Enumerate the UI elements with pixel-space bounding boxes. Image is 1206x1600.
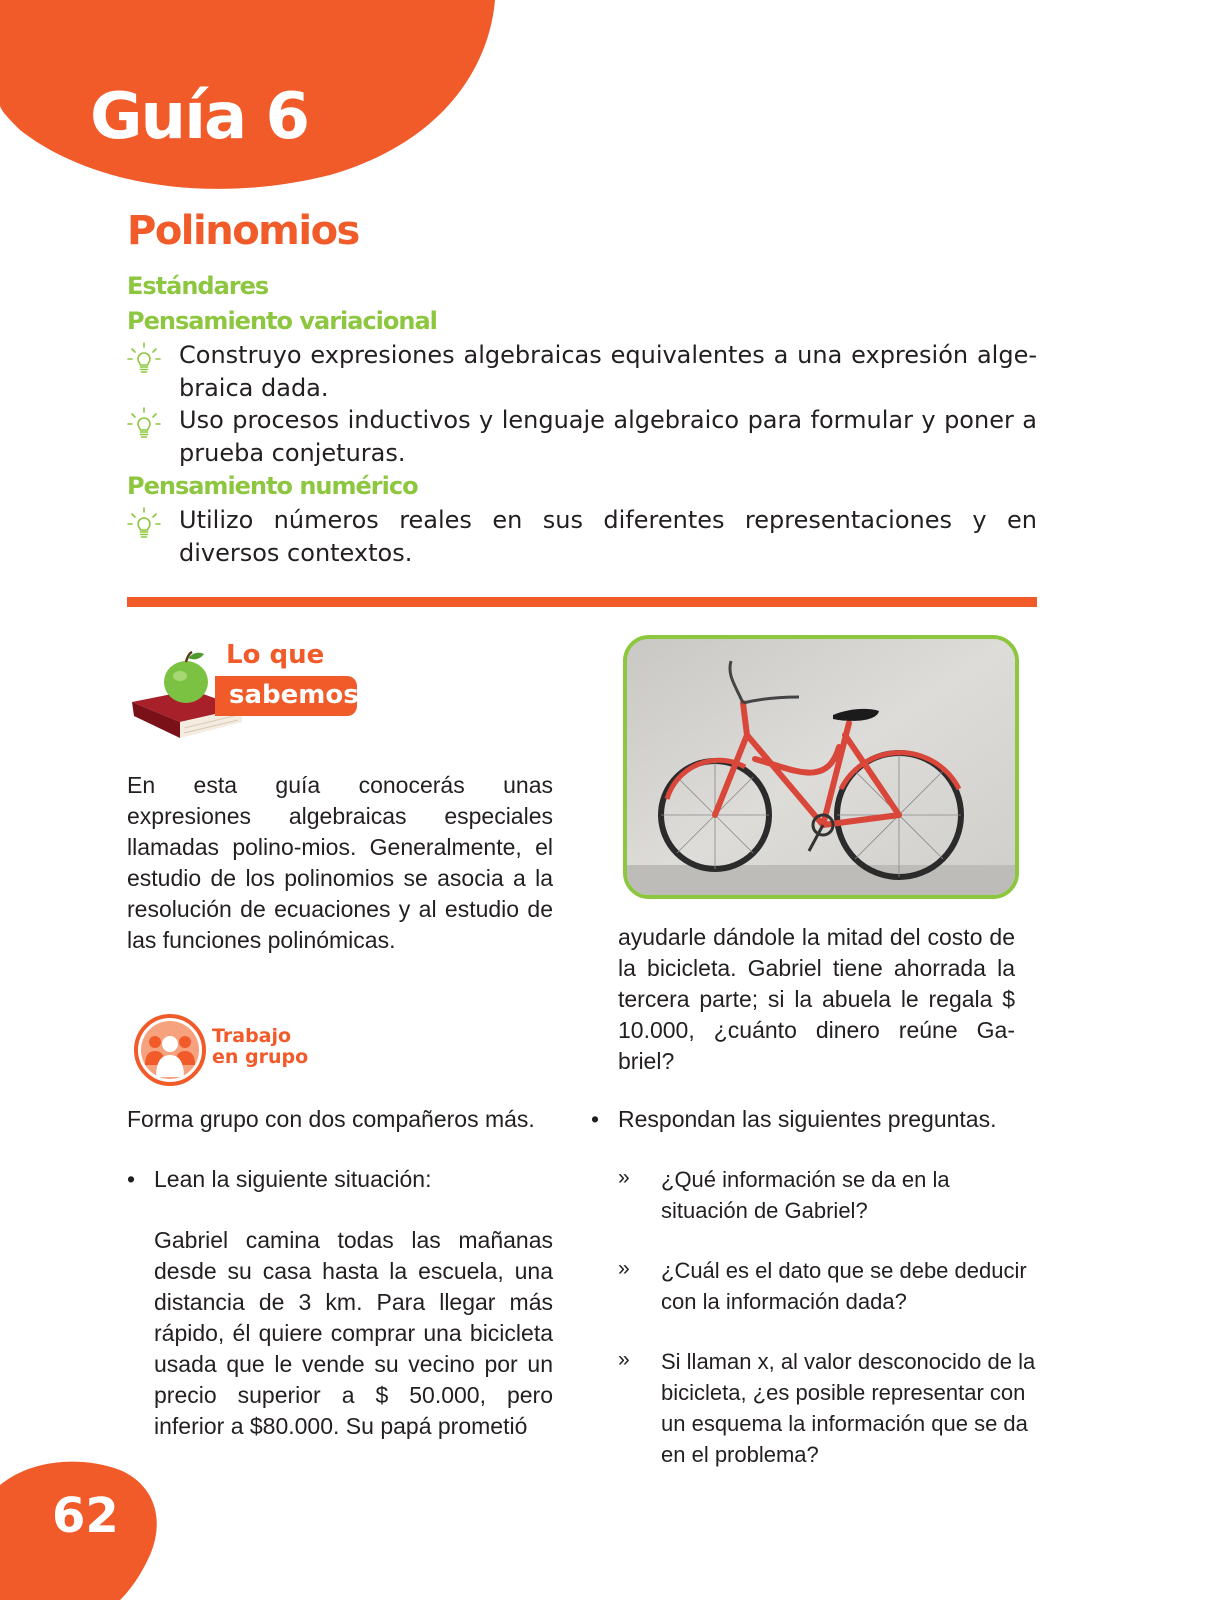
trabajo-en-grupo-line1: Trabajo	[212, 1025, 292, 1047]
standard-text: Construyo expresiones algebraicas equivalentes a una expresión alge-braica dada.	[179, 341, 1037, 402]
question-item: ¿Cuál es el dato que se debe deducir con la información dada?	[661, 1258, 1027, 1314]
bullet-marker: •	[127, 1166, 136, 1192]
question-marker: »	[618, 1257, 630, 1280]
group-people-icon	[133, 1013, 207, 1087]
standard-text: Uso procesos inductivos y lenguaje algebraico para formular y poner a prueba conjeturas.	[179, 406, 1037, 467]
standard-item	[127, 339, 1037, 405]
lightbulb-icon	[127, 406, 161, 440]
section-divider	[127, 597, 1037, 607]
bullet-marker: •	[591, 1106, 600, 1132]
question-item: ¿Qué información se da en la situación de Gabriel?	[661, 1167, 950, 1223]
group-instruction: Forma grupo con dos compañeros más.	[127, 1106, 535, 1132]
bicycle-photo	[623, 635, 1019, 899]
lightbulb-icon	[127, 506, 161, 540]
situation-text-part1: Gabriel camina todas las mañanas desde su casa hasta la escuela, una distancia de 3 km. Para llegar más rápido, él quiere comprar una bicicleta usada que le vende su vecino por un precio superior a $ 50.000, pero inferior a $80.000. Su papá prometió	[154, 1227, 553, 1439]
situation-text-part2: ayudarle dándole la mitad del costo de la bicicleta. Gabriel tiene ahorrada la tercera parte; si la abuela le regala $ 10.000, ¿cuánto dinero reúne Ga-briel?	[618, 924, 1015, 1074]
lightbulb-icon	[127, 341, 161, 375]
standard-item	[127, 504, 1037, 570]
lo-que-sabemos-label-line2: sabemos	[229, 680, 359, 710]
standard-text: Utilizo números reales en sus diferentes representaciones y en diversos contextos.	[179, 506, 1037, 567]
standards-group-heading: Pensamiento variacional	[127, 307, 437, 335]
intro-paragraph: En esta guía conocerás unas expresiones algebraicas especiales llamadas polino-mios. Generalmente, el estudio de los polinomios se asocia a la resolución de ecuaciones y al estudio de las funciones polinómicas.	[127, 772, 553, 953]
bullet-read-text: Lean la siguiente situación:	[154, 1166, 432, 1192]
standards-heading: Estándares	[127, 272, 269, 300]
bicycle-illustration	[627, 639, 1015, 895]
standards-group-heading: Pensamiento numérico	[127, 472, 418, 500]
question-item: Si llaman x, al valor desconocido de la bicicleta, ¿es posible representar con un esquema la información que se da en el problema?	[661, 1349, 1036, 1467]
page-number: 62	[52, 1488, 119, 1544]
trabajo-en-grupo-label	[212, 1026, 308, 1068]
question-marker: »	[618, 1166, 630, 1189]
page-title: Polinomios	[127, 208, 359, 254]
guide-number: Guía 6	[90, 80, 309, 154]
standard-item	[127, 404, 1037, 470]
question-marker: »	[618, 1348, 630, 1371]
trabajo-en-grupo-line2: en grupo	[212, 1046, 309, 1068]
lo-que-sabemos-label-line1: Lo que	[226, 640, 325, 670]
bullet-answer-text: Respondan las siguientes preguntas.	[618, 1106, 997, 1132]
